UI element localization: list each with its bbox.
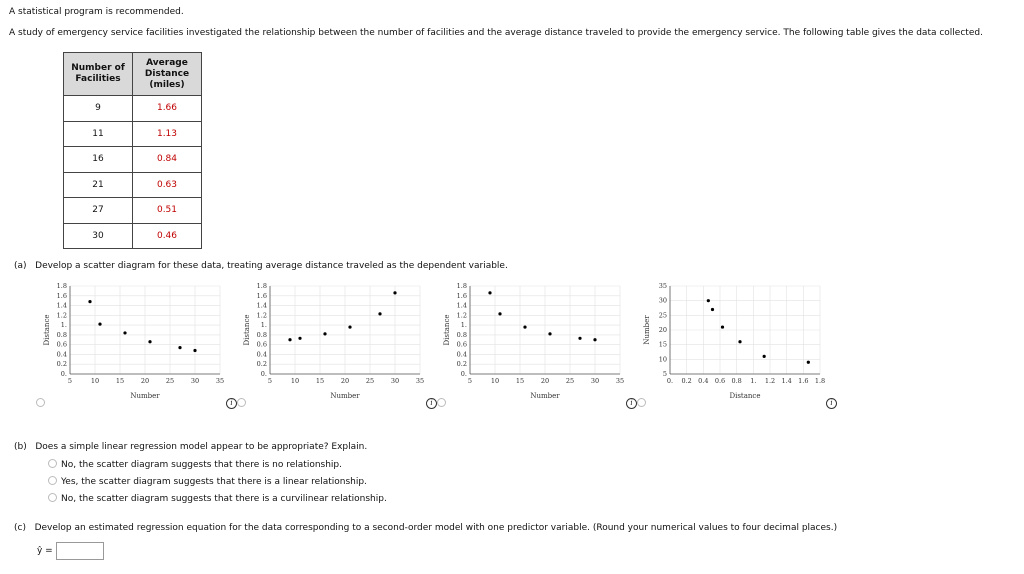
- part-a-question: (a) Develop a scatter diagram for these data, treating average distance traveled as the dependent variable.: [14, 261, 508, 271]
- radio-button[interactable]: [48, 476, 57, 485]
- part-b-option-curvilinear[interactable]: No, the scatter diagram suggests that there is a curvilinear relationship.: [48, 493, 387, 504]
- x-tick-label: 10: [90, 377, 100, 385]
- y-tick-label: 1.8: [256, 282, 267, 290]
- x-tick-label: 35: [415, 377, 425, 385]
- y-tick-label: 1.2: [256, 311, 267, 320]
- x-tick-label: 1.4: [781, 377, 792, 385]
- data-point: [193, 349, 196, 352]
- data-point: [548, 332, 551, 335]
- y-tick-label: 0.2: [456, 360, 467, 369]
- y-tick-label: 1.4: [56, 301, 67, 310]
- table-row: 11 1.13: [64, 121, 202, 147]
- x-tick-label: 30: [190, 377, 200, 385]
- x-tick-label: 25: [565, 377, 575, 385]
- regression-equation-input[interactable]: [56, 542, 104, 560]
- y-tick-label: 1.: [460, 321, 467, 330]
- y-tick-label: 0.8: [256, 330, 267, 339]
- yhat-label: ŷ =: [37, 546, 53, 556]
- data-point: [707, 299, 710, 302]
- x-tick-label: 20: [140, 377, 150, 385]
- y-tick-label: 1.4: [256, 301, 267, 310]
- x-tick-label: 30: [590, 377, 600, 385]
- x-tick-label: 35: [615, 377, 625, 385]
- x-tick-label: 25: [165, 377, 175, 385]
- part-c-question: (c) Develop an estimated regression equation for the data corresponding to a second-order model with one predictor variable. (Round your numerical values to four decimal places.): [14, 523, 838, 533]
- x-axis-label: Number: [530, 392, 560, 400]
- data-point: [378, 312, 381, 315]
- data-point: [178, 346, 181, 349]
- y-tick-label: 0.8: [56, 330, 67, 339]
- y-tick-label: 0.: [460, 370, 467, 378]
- y-tick-label: 1.6: [56, 291, 67, 300]
- y-tick-label: 1.6: [456, 291, 467, 300]
- x-axis-label: Number: [330, 392, 360, 400]
- x-tick-label: 20: [340, 377, 350, 385]
- table-row: 21 0.63: [64, 172, 202, 198]
- y-axis-label: Number: [643, 315, 651, 345]
- data-point: [148, 340, 151, 343]
- table-row: 30 0.46: [64, 223, 202, 249]
- x-tick-label: 10: [290, 377, 300, 385]
- chart-4-info-icon[interactable]: i: [826, 398, 837, 409]
- x-tick-label: 0.8: [731, 377, 742, 385]
- x-tick-label: 35: [215, 377, 225, 385]
- chart-2-radio[interactable]: [237, 398, 246, 407]
- y-tick-label: 1.: [260, 321, 267, 330]
- scatter-chart-4: [640, 278, 830, 403]
- chart-1-info-icon[interactable]: i: [226, 398, 237, 409]
- x-tick-label: 5: [267, 377, 273, 385]
- y-axis-label: Distance: [443, 314, 451, 346]
- intro-line-2: A study of emergency service facilities investigated the relationship between the number of facilities and the average distance traveled to provide the emergency service. The following table gives the data collected.: [9, 28, 983, 38]
- data-point: [807, 361, 810, 364]
- y-axis-label: Distance: [43, 314, 51, 346]
- data-point: [123, 331, 126, 334]
- x-tick-label: 1.6: [798, 377, 809, 385]
- radio-button[interactable]: [48, 493, 57, 502]
- data-point: [88, 300, 91, 303]
- x-tick-label: 5: [67, 377, 73, 385]
- table-header-facilities: Number of Facilities: [64, 53, 133, 96]
- y-tick-label: 1.4: [456, 301, 467, 310]
- x-axis-label: Distance: [729, 392, 761, 400]
- y-axis-label: Distance: [243, 314, 251, 346]
- y-tick-label: 15: [658, 340, 667, 349]
- x-tick-label: 1.: [750, 377, 757, 385]
- x-tick-label: 30: [390, 377, 400, 385]
- x-axis-label: Number: [130, 392, 160, 400]
- y-tick-label: 20: [658, 326, 667, 334]
- table-row: 27 0.51: [64, 198, 202, 224]
- y-tick-label: 1.2: [56, 311, 67, 320]
- y-tick-label: 0.4: [256, 350, 267, 359]
- data-point: [721, 325, 724, 328]
- radio-button[interactable]: [48, 459, 57, 468]
- y-tick-label: 35: [658, 282, 667, 290]
- data-point: [578, 337, 581, 340]
- table-header-distance: Average Distance (miles): [133, 53, 202, 96]
- table-row: 16 0.84: [64, 147, 202, 173]
- data-point: [393, 291, 396, 294]
- x-tick-label: 15: [515, 377, 525, 385]
- x-tick-label: 20: [540, 377, 550, 385]
- y-tick-label: 0.: [260, 370, 267, 378]
- y-tick-label: 0.6: [256, 340, 267, 349]
- y-tick-label: 0.4: [56, 350, 67, 359]
- scatter-chart-2: [240, 278, 430, 403]
- y-tick-label: 0.8: [456, 330, 467, 339]
- y-tick-label: 1.8: [56, 282, 67, 290]
- x-tick-label: 0.2: [681, 377, 692, 385]
- data-point: [288, 338, 291, 341]
- x-tick-label: 25: [365, 377, 375, 385]
- x-tick-label: 10: [490, 377, 500, 385]
- y-tick-label: 0.: [60, 370, 67, 378]
- part-b-option-no-relationship[interactable]: No, the scatter diagram suggests that there is no relationship.: [48, 459, 342, 470]
- y-tick-label: 1.8: [456, 282, 467, 290]
- chart-3-info-icon[interactable]: i: [626, 398, 637, 409]
- x-tick-label: 15: [115, 377, 125, 385]
- data-point: [593, 338, 596, 341]
- part-b-question: (b) Does a simple linear regression model appear to be appropriate? Explain.: [14, 442, 368, 452]
- chart-4-radio[interactable]: [637, 398, 646, 407]
- data-point: [711, 308, 714, 311]
- x-tick-label: 0.6: [714, 377, 726, 385]
- data-point: [298, 337, 301, 340]
- x-tick-label: 1.2: [764, 377, 776, 385]
- x-tick-label: 5: [467, 377, 473, 385]
- data-point: [498, 312, 501, 315]
- y-tick-label: 30: [658, 296, 667, 305]
- x-tick-label: 1.8: [814, 377, 826, 385]
- y-tick-label: 0.4: [456, 350, 467, 359]
- y-tick-label: 10: [658, 355, 667, 364]
- y-tick-label: 25: [658, 311, 667, 320]
- y-tick-label: 0.6: [56, 340, 67, 349]
- x-tick-label: 0.4: [698, 377, 709, 385]
- intro-line-1: A statistical program is recommended.: [9, 7, 184, 17]
- scatter-chart-1: [40, 278, 230, 403]
- data-point: [763, 355, 766, 358]
- y-tick-label: 1.6: [256, 291, 267, 300]
- y-tick-label: 5: [662, 370, 667, 378]
- chart-3-radio[interactable]: [437, 398, 446, 407]
- y-tick-label: 1.2: [456, 311, 467, 320]
- data-point: [738, 340, 741, 343]
- data-point: [523, 325, 526, 328]
- data-point: [98, 323, 101, 326]
- part-b-option-linear[interactable]: Yes, the scatter diagram suggests that there is a linear relationship.: [48, 476, 367, 487]
- y-tick-label: 0.2: [56, 360, 67, 369]
- y-tick-label: 1.: [60, 321, 67, 330]
- y-tick-label: 0.2: [256, 360, 267, 369]
- x-tick-label: 15: [315, 377, 325, 385]
- scatter-chart-3: [440, 278, 630, 403]
- data-point: [348, 325, 351, 328]
- y-tick-label: 0.6: [456, 340, 467, 349]
- chart-2-info-icon[interactable]: i: [426, 398, 437, 409]
- data-point: [488, 291, 491, 294]
- table-row: 9 1.66: [64, 96, 202, 122]
- data-table: [63, 52, 202, 249]
- x-tick-label: 0.: [666, 377, 674, 385]
- chart-1-radio[interactable]: [36, 398, 45, 407]
- data-point: [323, 332, 326, 335]
